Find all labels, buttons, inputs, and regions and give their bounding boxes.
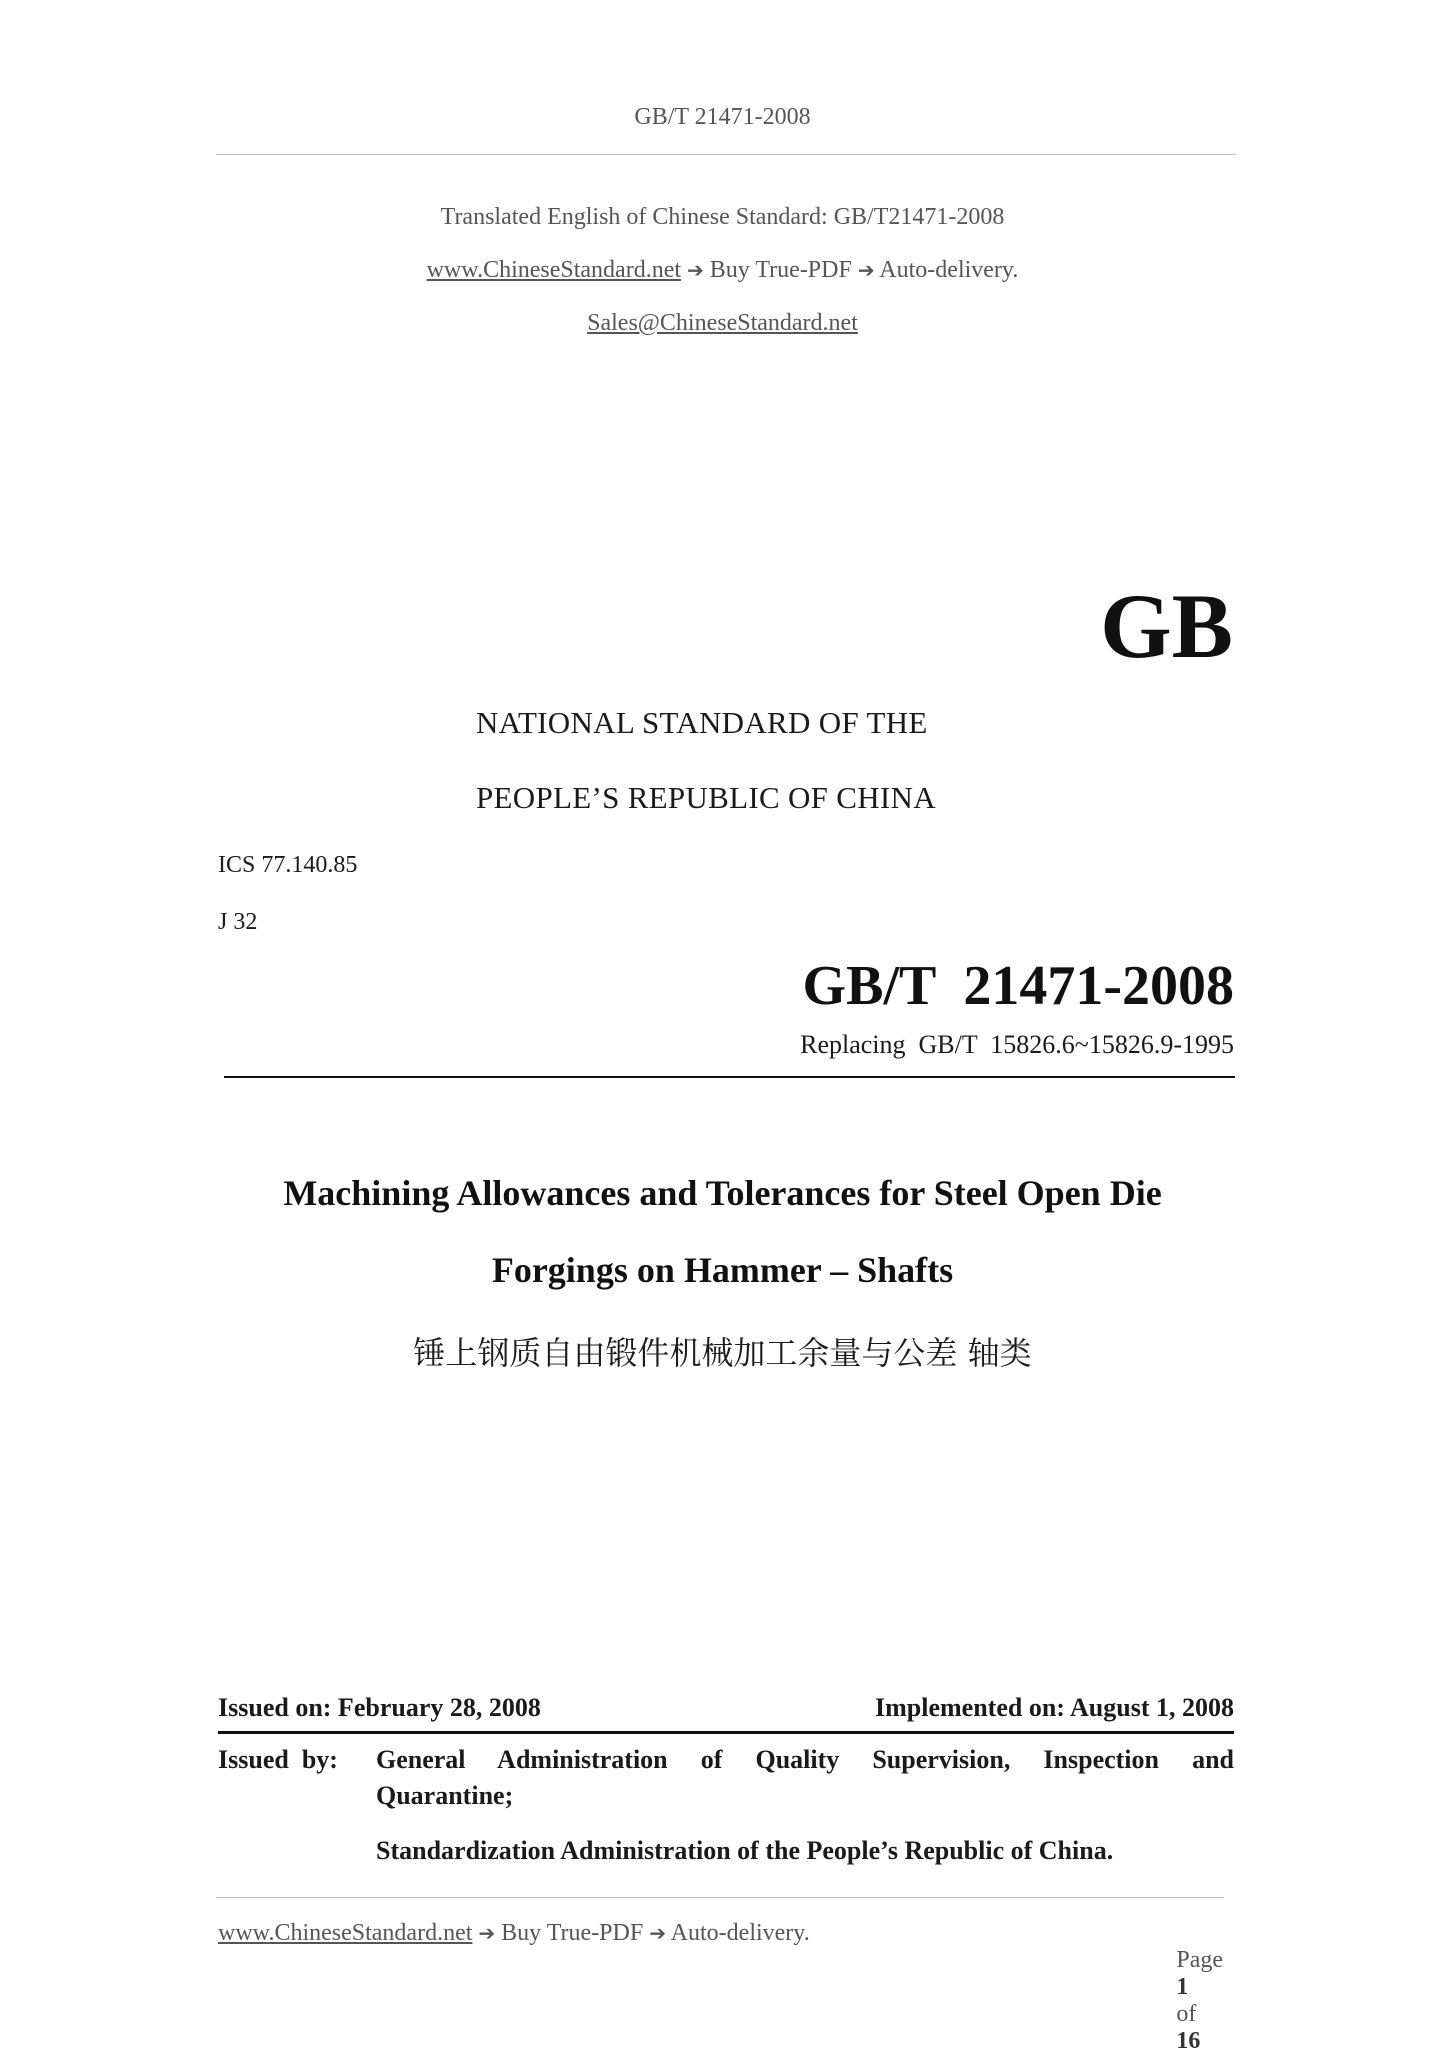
- national-standard-line2: PEOPLE’S REPUBLIC OF CHINA: [476, 780, 936, 815]
- issued-by-label: Issued by:: [218, 1745, 338, 1774]
- arrow-right-icon: ➔: [857, 258, 875, 282]
- sales-email-link[interactable]: Sales@ChineseStandard.net: [587, 310, 858, 336]
- issued-by-org1-line2: Quarantine;: [376, 1781, 514, 1810]
- classification-code: J 32: [218, 909, 258, 935]
- header-divider: [216, 154, 1236, 155]
- replacing-note: Replacing GB/T 15826.6~15826.9-1995: [800, 1030, 1234, 1059]
- issued-by-org1-line1: General Administration of Quality Supervision, Inspection and: [376, 1745, 1234, 1774]
- ics-code: ICS 77.140.85: [218, 852, 358, 878]
- footer-buy-pdf-text: Buy True-PDF: [501, 1920, 644, 1946]
- issued-on: Issued on: February 28, 2008: [218, 1693, 541, 1722]
- running-header: GB/T 21471-2008: [634, 104, 811, 130]
- standard-number: GB/T 21471-2008: [802, 955, 1234, 1017]
- page-of-label: of: [1176, 2001, 1197, 2027]
- gb-mark: GB: [1100, 575, 1233, 677]
- footer-divider: [216, 1897, 1224, 1898]
- issued-by-org2: Standardization Administration of the People’s Republic of China.: [376, 1836, 1114, 1865]
- buy-pdf-text: Buy True-PDF: [709, 257, 852, 283]
- email-line: [0, 310, 1445, 337]
- footer-site-link[interactable]: www.ChineseStandard.net: [218, 1920, 473, 1946]
- arrow-right-icon: ➔: [478, 1921, 496, 1945]
- standard-divider: [224, 1076, 1235, 1078]
- auto-delivery-text: Auto-delivery.: [879, 257, 1019, 283]
- page-label: Page: [1176, 1947, 1223, 1973]
- translation-note-line2: [0, 257, 1445, 284]
- page-current: 1: [1176, 1974, 1189, 2000]
- translation-note-line1: Translated English of Chinese Standard: GB/T21471-2008: [440, 204, 1005, 230]
- title-english-line2: Forgings on Hammer – Shafts: [491, 1250, 954, 1290]
- page-total: 16: [1176, 2028, 1201, 2054]
- site-link[interactable]: www.ChineseStandard.net: [426, 257, 682, 283]
- page-indicator: [1164, 1920, 1223, 2055]
- implemented-on: Implemented on: August 1, 2008: [875, 1693, 1234, 1722]
- footer-auto-delivery-text: Auto-delivery.: [670, 1920, 810, 1946]
- title-chinese: 锤上钢质自由锻件机械加工余量与公差 轴类: [413, 1334, 1032, 1372]
- national-standard-line1: NATIONAL STANDARD OF THE: [476, 705, 928, 740]
- dates-divider: [218, 1731, 1234, 1734]
- arrow-right-icon: ➔: [687, 258, 704, 282]
- title-english-line1: Machining Allowances and Tolerances for Steel Open Die: [283, 1173, 1162, 1213]
- arrow-right-icon: ➔: [649, 1921, 666, 1945]
- footer-links: [218, 1920, 810, 1947]
